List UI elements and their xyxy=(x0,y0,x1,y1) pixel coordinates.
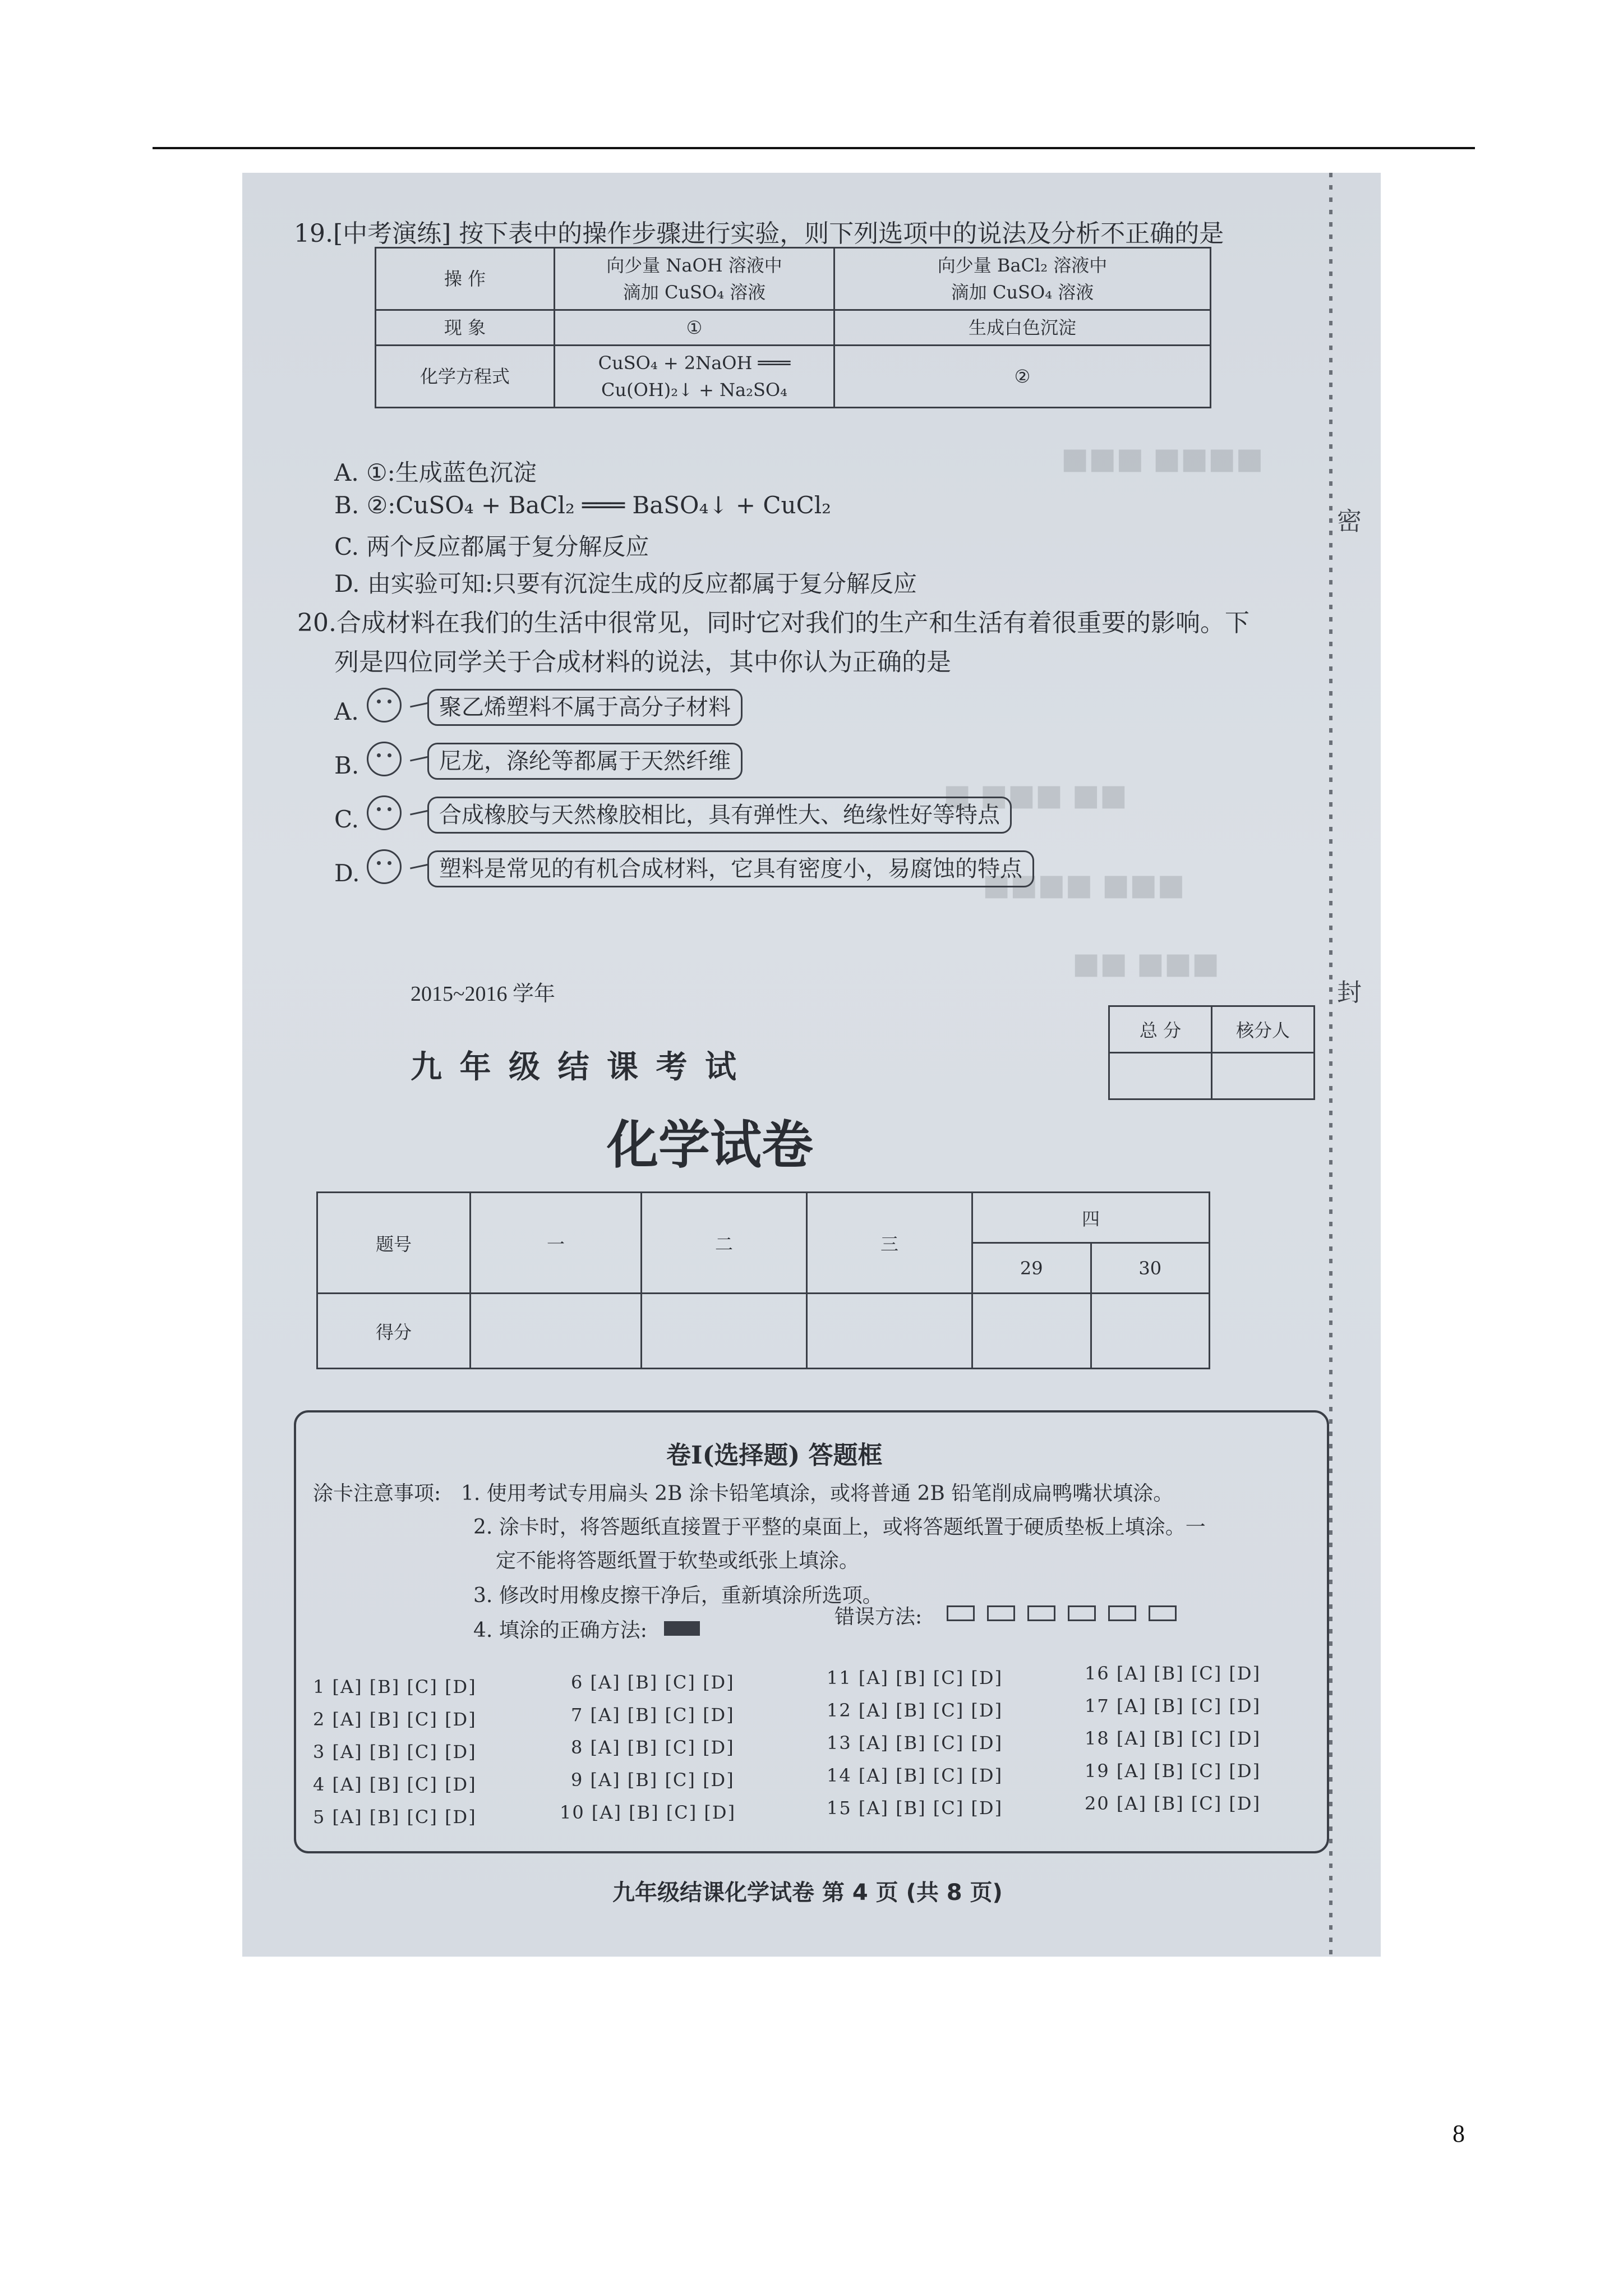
q20-option-c-letter: C. xyxy=(334,806,359,833)
wrong-method-label: 错误方法: xyxy=(834,1605,923,1628)
q19-stem: 19.[中考演练] 按下表中的操作步骤进行实验，则下列选项中的说法及分析不正确的是 xyxy=(294,219,1224,248)
answer-row[interactable]: 14 [A] [B] [C] [D] xyxy=(827,1765,1003,1786)
student-face-icon xyxy=(367,849,402,884)
score-cell xyxy=(1091,1294,1210,1369)
q20-option-a-letter: A. xyxy=(334,698,359,725)
answer-row[interactable]: 12 [A] [B] [C] [D] xyxy=(827,1700,1003,1721)
table-cell: 现 象 xyxy=(376,310,555,346)
answer-row[interactable]: 11 [A] [B] [C] [D] xyxy=(827,1667,1003,1688)
q20-option-c-bubble: 合成橡胶与天然橡胶相比，具有弹性大、绝缘性好等特点 xyxy=(427,797,1012,834)
score-sub-29: 29 xyxy=(972,1243,1091,1294)
answer-row[interactable]: 9 [A] [B] [C] [D] xyxy=(571,1769,735,1791)
q20-stem-line1: 20.合成材料在我们的生活中很常见，同时它对我们的生产和生活有着很重要的影响。下 xyxy=(297,609,1249,637)
side-char-feng: 封 xyxy=(1337,978,1362,1007)
answer-row[interactable]: 20 [A] [B] [C] [D] xyxy=(1085,1793,1261,1814)
wrong-method-samples xyxy=(947,1605,1189,1621)
student-face-icon xyxy=(367,688,402,723)
answer-row[interactable]: 2 [A] [B] [C] [D] xyxy=(313,1709,477,1730)
answer-row[interactable]: 6 [A] [B] [C] [D] xyxy=(571,1672,735,1693)
answer-row[interactable]: 15 [A] [B] [C] [D] xyxy=(827,1797,1003,1819)
answer-row[interactable]: 7 [A] [B] [C] [D] xyxy=(571,1704,735,1726)
note-2: 2. 涂卡时，将答题纸直接置于平整的桌面上，或将答题纸置于硬质垫板上填涂。一 xyxy=(473,1516,1206,1539)
score-cell xyxy=(807,1294,972,1369)
answer-box xyxy=(294,1410,1329,1853)
q20-option-d-bubble: 塑料是常见的有机合成材料，它具有密度小，易腐蚀的特点 xyxy=(427,850,1034,887)
table-row xyxy=(376,346,1211,408)
wrong-partial-mark xyxy=(1068,1605,1096,1621)
answer-row[interactable]: 16 [A] [B] [C] [D] xyxy=(1085,1663,1261,1684)
table-cell: 向少量 NaOH 溶液中 滴加 CuSO₄ 溶液 xyxy=(555,248,834,310)
q19-option-c: C. 两个反应都属于复分解反应 xyxy=(334,533,649,560)
total-score-label: 总 分 xyxy=(1109,1006,1212,1053)
student-face-icon xyxy=(367,795,402,830)
checker-label: 核分人 xyxy=(1212,1006,1315,1053)
score-cell xyxy=(642,1294,807,1369)
table-cell: 化学方程式 xyxy=(376,346,555,408)
answer-row[interactable]: 4 [A] [B] [C] [D] xyxy=(313,1774,477,1795)
q19-option-a: A. ①:生成蓝色沉淀 xyxy=(334,459,537,486)
table-cell: CuSO₄ + 2NaOH ═══ Cu(OH)₂↓ + Na₂SO₄ xyxy=(555,346,834,408)
table-cell: 操 作 xyxy=(376,248,555,310)
page-footer: 九年级结课化学试卷 第 4 页 (共 8 页) xyxy=(612,1880,1003,1906)
score-section-2: 二 xyxy=(642,1193,807,1294)
table-cell: 向少量 BaCl₂ 溶液中 滴加 CuSO₄ 溶液 xyxy=(834,248,1211,310)
score-section-4: 四 xyxy=(972,1193,1210,1243)
score-cell xyxy=(972,1294,1091,1369)
answer-row[interactable]: 19 [A] [B] [C] [D] xyxy=(1085,1760,1261,1782)
wrong-bracket-mark xyxy=(1108,1605,1136,1621)
wrong-cross-mark xyxy=(1027,1605,1055,1621)
answer-row[interactable]: 5 [A] [B] [C] [D] xyxy=(313,1806,477,1828)
score-label-score: 得分 xyxy=(317,1294,471,1369)
answer-row[interactable]: 3 [A] [B] [C] [D] xyxy=(313,1741,477,1763)
exam-subject: 化学试卷 xyxy=(607,1115,814,1175)
answer-row[interactable]: 10 [A] [B] [C] [D] xyxy=(560,1802,736,1823)
q20-stem-line2: 列是四位同学关于合成材料的说法，其中你认为正确的是 xyxy=(334,648,951,677)
wrong-check-mark xyxy=(947,1605,975,1621)
q20-option-b-letter: B. xyxy=(334,752,359,779)
note-2-cont: 定不能将答题纸置于软垫或纸张上填涂。 xyxy=(496,1549,860,1572)
exam-title: 九 年 级 结 课 考 试 xyxy=(411,1048,740,1085)
table-cell: 生成白色沉淀 xyxy=(834,310,1211,346)
answer-row[interactable]: 13 [A] [B] [C] [D] xyxy=(827,1732,1003,1754)
page-number: 8 xyxy=(1453,2120,1465,2147)
table-row xyxy=(376,248,1211,310)
answer-row[interactable]: 8 [A] [B] [C] [D] xyxy=(571,1737,735,1758)
note-1: 1. 使用考试专用扁头 2B 涂卡铅笔填涂，或将普通 2B 铅笔削成扁鸭嘴状填涂。 xyxy=(461,1482,1174,1505)
side-char-mi: 密 xyxy=(1337,507,1362,536)
table-cell: ② xyxy=(834,346,1211,408)
exam-photo: ■■■ ■■■■ ■ ■■■ ■■ ■■■■ ■■■ ■■ ■■■ 密 封 19.[中考演练] 按下表中的操作步骤进行实验，则下列选项中的说法及分析不正确的是 操 作 向少量 NaOH 溶液中 滴加 CuSO₄ 溶液 向少量 BaCl₂ 溶液中 滴加 CuSO₄ 溶液 现 象 ① 生成白色沉淀 化学方程式 CuSO₄ + 2NaOH ═══ Cu(OH)₂↓ + Na₂SO₄ ② A. ①:生成蓝色沉淀 B. ②:CuSO₄ + BaCl₂ ═══ BaSO₄↓ + CuCl₂ C. 两个反应都属于复分解反应 D. 由实验可知:只要有沉淀生成的反应都属于复分解反应 20.合成材料在我们的生活中很常见，同时它对我们的生产和生活有着很重要的影响。下 列是四位同学关于合成材料的说法，其中你认为正确的是 A. 聚乙烯塑料不属于高分子材料 B. 尼龙，涤纶等都属于天然纤维 C. 合成橡胶与天然橡胶相比，具有弹性大、绝缘性好等特点 D. 塑料是常见的有机合成材料，它具有密度小，易腐蚀的特点 2015~2016 学年 九 年 级 结 课 考 试 化学试卷 总 分 核分人 题号 一 二 三 四 29 30 得分 卷Ⅰ(选择题) 答题框 涂卡注意事项: 1. 使用考试专用扁头 2B 涂卡铅笔填涂，或将普通 2B 铅笔削成扁鸭嘴状填涂。 2. 涂卡时，将答题纸直接置于平整的桌面上，或将答题纸置于硬质垫板上填涂。一 定不能将答题纸置于软垫或纸张上填涂。 3. 修改时用橡皮擦干净后，重新填涂所选项。 4. 填涂的正确方法: 错误方法: 1 [A] [B] [C] [D] 2 [A] [B] [C] [D] 3 [A] [B] [C] [D] 4 [A] [B] [C] [D] 5 [A] [B] [C] [D] 6 [A] [B] [C] [D] 7 [A] [B] [C] [D] 8 [A] [B] [C] [D] 9 [A] [B] [C] [D] 10 [A] [B] [C] [D] 11 [A] [B] [C] [D] 12 [A] [B] [C] [D] 13 [A] [B] [C] [D] 14 [A] [B] [C] [D] 15 [A] [B] [C] [D] 16 [A] [B] [C] [D] 17 [A] [B] [C] [D] 18 [A] [B] [C] [D] 19 [A] [B] [C] [D] 20 [A] [B] [C] [D] 九年级结课化学试卷 第 4 页 (共 8 页) xyxy=(242,173,1381,1957)
answer-box-title: 卷Ⅰ(选择题) 答题框 xyxy=(666,1441,883,1470)
score-section-1: 一 xyxy=(471,1193,642,1294)
correct-fill-sample xyxy=(664,1621,700,1636)
score-section-3: 三 xyxy=(807,1193,972,1294)
q20-option-a-bubble: 聚乙烯塑料不属于高分子材料 xyxy=(427,689,743,726)
total-score-cell xyxy=(1109,1053,1212,1099)
score-sub-30: 30 xyxy=(1091,1243,1210,1294)
note-3: 3. 修改时用橡皮擦干净后，重新填涂所选项。 xyxy=(473,1584,883,1607)
table-cell: ① xyxy=(555,310,834,346)
total-score-table xyxy=(1108,1005,1315,1100)
score-label-no: 题号 xyxy=(317,1193,471,1294)
table-row xyxy=(376,310,1211,346)
checker-cell xyxy=(1212,1053,1315,1099)
notes-label: 涂卡注意事项: xyxy=(313,1482,441,1505)
note-4: 4. 填涂的正确方法: xyxy=(473,1619,647,1642)
student-face-icon xyxy=(367,742,402,776)
score-table xyxy=(316,1191,1210,1369)
q19-table xyxy=(375,247,1211,408)
wrong-slash-mark xyxy=(1149,1605,1177,1621)
answer-row[interactable]: 1 [A] [B] [C] [D] xyxy=(313,1676,477,1697)
answer-row[interactable]: 18 [A] [B] [C] [D] xyxy=(1085,1728,1261,1749)
answer-row[interactable]: 17 [A] [B] [C] [D] xyxy=(1085,1695,1261,1717)
q19-option-b: B. ②:CuSO₄ + BaCl₂ ═══ BaSO₄↓ + CuCl₂ xyxy=(334,491,831,519)
q20-option-b-bubble: 尼龙，涤纶等都属于天然纤维 xyxy=(427,743,743,780)
perforation-line xyxy=(1329,173,1332,1957)
wrong-dot-mark xyxy=(987,1605,1015,1621)
score-cell xyxy=(471,1294,642,1369)
q20-option-d-letter: D. xyxy=(334,859,360,887)
header-rule xyxy=(153,147,1475,149)
exam-year: 2015~2016 学年 xyxy=(411,982,556,1006)
q19-option-d: D. 由实验可知:只要有沉淀生成的反应都属于复分解反应 xyxy=(334,570,917,597)
